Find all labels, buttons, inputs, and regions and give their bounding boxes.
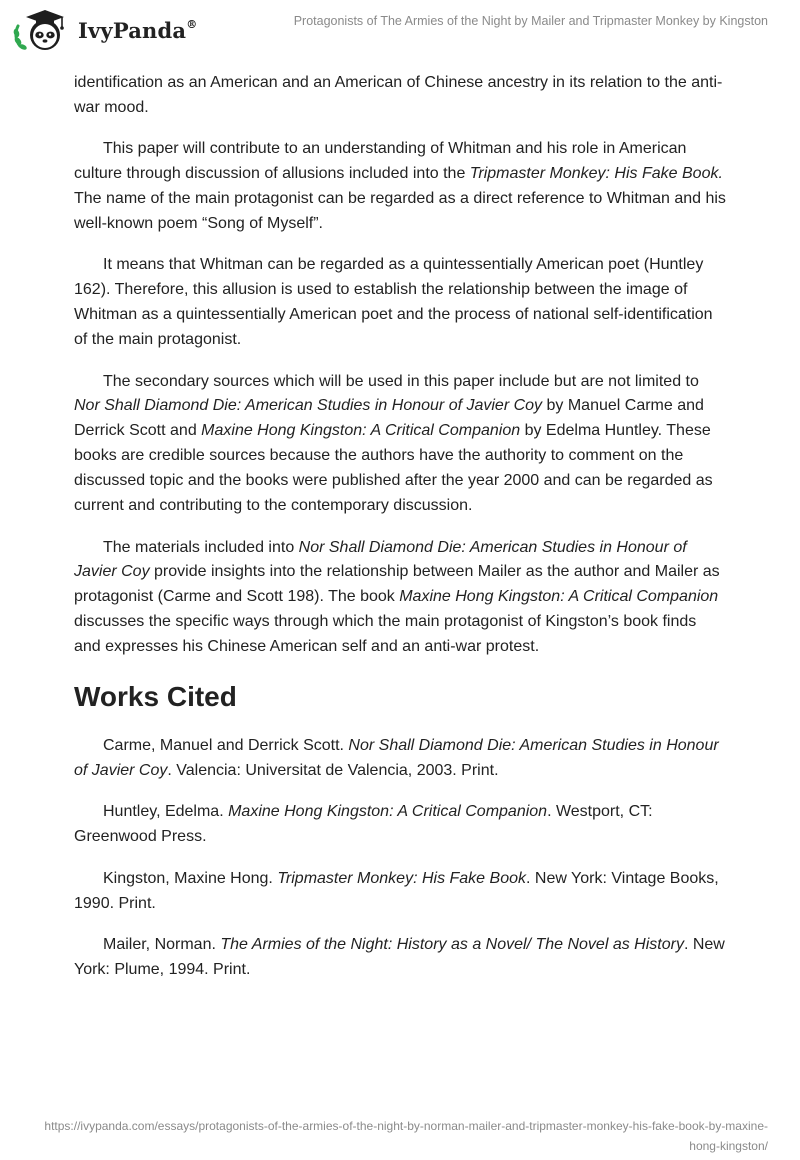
text-segment: The name of the main protagonist can be regarded as a direct reference to Whitman and his well-known poem “Song of Myself”.	[74, 190, 726, 233]
text-segment: The secondary sources which will be used in this paper include but are not limited to	[103, 372, 699, 390]
italic-title-text: Maxine Hong Kingston: A Critical Companion	[399, 588, 719, 606]
italic-title-text: Tripmaster Monkey: His Fake Book.	[469, 165, 723, 183]
text-segment: by Edelma Huntley. These books are credible sources because the authors have the authority to comment on the discussed topic and the books were published after the year 2000 and can be regarded as current and contributing to the contemporary discussion.	[74, 422, 713, 515]
source-url[interactable]: https://ivypanda.com/essays/protagonists-of-the-armies-of-the-night-by-norman-mailer-and-tripmaster-monkey-his-fake-book-by-maxine-hong-kingston/	[44, 1119, 768, 1153]
essay-paragraphs	[74, 71, 726, 660]
document-title: Protagonists of The Armies of the Night by Mailer and Tripmaster Monkey by Kingston	[293, 14, 768, 28]
italic-title-text: Nor Shall Diamond Die: American Studies in Honour of Javier Coy	[74, 397, 543, 415]
text-segment: provide insights into the relationship between Mailer as the author and Mailer as protagonist (Carme and Scott 198). The book	[74, 563, 720, 606]
italic-title-text: Nor Shall Diamond Die: American Studies in Honour of Javier Coy	[74, 737, 719, 779]
italic-title-text: Nor Shall Diamond Die: American Studies in Honour of Javier Coy	[74, 538, 687, 581]
citation-entry	[74, 867, 726, 917]
citation-entry	[74, 933, 726, 983]
text-segment: identification as an American and an American of Chinese ancestry in its relation to the anti-war mood.	[74, 74, 723, 116]
ivypanda-logo[interactable]	[12, 6, 197, 54]
essay-paragraph	[74, 137, 726, 237]
trademark-symbol: ®	[186, 17, 198, 31]
essay-body	[74, 71, 726, 999]
citation-entry	[74, 734, 726, 784]
essay-paragraph	[74, 71, 726, 121]
citation-entry	[74, 800, 726, 850]
brand-text: IvyPanda	[78, 17, 187, 43]
page-header	[0, 0, 800, 66]
essay-paragraph	[74, 370, 726, 519]
text-segment: . New York: Vintage Books, 1990. Print.	[74, 869, 719, 912]
essay-paragraph	[74, 536, 726, 661]
text-segment: . New York: Plume, 1994. Print.	[74, 935, 725, 978]
panda-graduate-logo-icon	[12, 6, 74, 54]
text-segment: The materials included into	[103, 538, 299, 556]
text-segment: Carme, Manuel and Derrick Scott.	[103, 737, 349, 755]
text-segment: It means that Whitman can be regarded as a quintessentially American poet (Huntley 162). Therefore, this allusion is used to establish the relationship between the image of Whitman as a quintessentially American poet and the process of national self-identification of the main protagonist.	[74, 256, 713, 349]
brand-name	[78, 18, 197, 43]
text-segment: . Valencia: Universitat de Valencia, 2003. Print.	[167, 761, 499, 779]
italic-title-text: Tripmaster Monkey: His Fake Book	[277, 869, 526, 887]
text-segment: Kingston, Maxine Hong.	[103, 869, 278, 887]
italic-title-text: The Armies of the Night: History as a Novel/ The Novel as History	[220, 935, 684, 953]
works-cited-heading: Works Cited	[74, 681, 237, 713]
text-segment: Huntley, Edelma.	[103, 803, 229, 821]
text-segment: by Manuel Carme and Derrick Scott and	[74, 397, 704, 440]
italic-title-text: Maxine Hong Kingston: A Critical Companion	[228, 803, 548, 821]
text-segment: discusses the specific ways through which the main protagonist of Kingston’s book finds and expresses his Chinese American self and an anti-war protest.	[74, 613, 697, 656]
text-segment: . Westport, CT: Greenwood Press.	[74, 803, 653, 846]
text-segment: This paper will contribute to an understanding of Whitman and his role in American culture through discussion of allusions included into the	[74, 140, 687, 183]
works-cited-list	[74, 734, 726, 983]
essay-paragraph	[74, 253, 726, 353]
text-segment: Mailer, Norman.	[103, 935, 221, 953]
italic-title-text: Maxine Hong Kingston: A Critical Companion	[201, 422, 521, 440]
